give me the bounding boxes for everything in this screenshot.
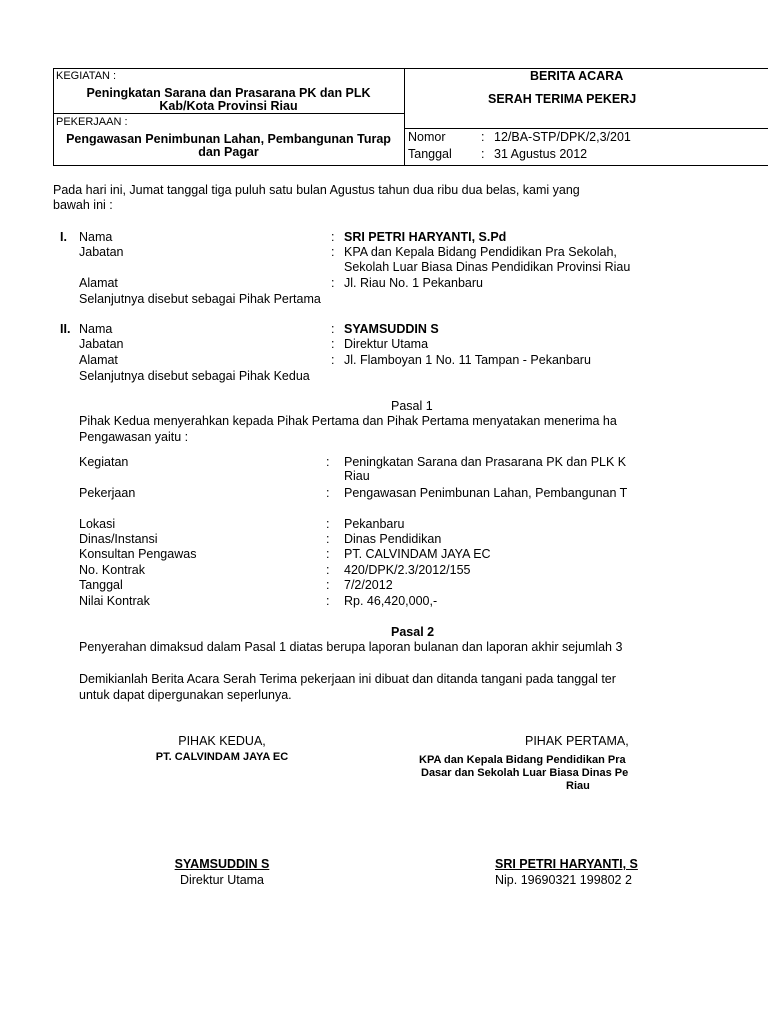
closing-line2: untuk dapat dipergunakan seperlunya.	[79, 688, 292, 702]
pasal1-text-line1: Pihak Kedua menyerahkan kepada Pihak Pertama dan Pihak Pertama menyatakan menerima ha	[79, 414, 617, 428]
pasal1-text-line2: Pengawasan yaitu :	[79, 430, 189, 444]
detail-kegiatan-value: Peningkatan Sarana dan Prasarana PK dan PLK K	[344, 455, 627, 469]
intro-line2: bawah ini :	[53, 198, 113, 212]
detail-dinas-value: Dinas Pendidikan	[344, 532, 442, 546]
detail-tanggal-colon: :	[326, 578, 330, 592]
detail-konsultan-value: PT. CALVINDAM JAYA EC	[344, 547, 491, 561]
pasal1-title: Pasal 1	[391, 399, 433, 413]
document-title-line1: BERITA ACARA	[530, 69, 624, 83]
pekerjaan-value-line1: Pengawasan Penimbunan Lahan, Pembangunan Turap	[66, 132, 391, 146]
sign-right-org-line1: KPA dan Kepala Bidang Pendidikan Pra	[419, 754, 626, 766]
detail-nilai-value: Rp. 46,420,000,-	[344, 594, 438, 608]
sign-left-org: PT. CALVINDAM JAYA EC	[155, 751, 289, 763]
party1-jabatan-value-line2: Sekolah Luar Biasa Dinas Pendidikan Provinsi Riau	[344, 260, 631, 274]
party2-nama-colon: :	[331, 322, 335, 336]
header-divider-vertical	[404, 68, 405, 166]
party2-alamat-label: Alamat	[79, 353, 118, 367]
party1-jabatan-label: Jabatan	[79, 245, 124, 259]
detail-kontrak-value: 420/DPK/2.3/2012/155	[344, 563, 471, 577]
detail-pekerjaan-value: Pengawasan Penimbunan Lahan, Pembangunan T	[344, 486, 628, 500]
sign-right-name: SRI PETRI HARYANTI, S	[495, 857, 638, 871]
header-divider-right	[404, 128, 768, 129]
detail-kegiatan-colon: :	[326, 455, 330, 469]
nomor-label: Nomor	[408, 130, 446, 144]
detail-dinas-label: Dinas/Instansi	[79, 532, 158, 546]
detail-konsultan-colon: :	[326, 547, 330, 561]
party1-nama-colon: :	[331, 230, 335, 244]
nomor-colon: :	[481, 130, 485, 144]
party2-jabatan-label: Jabatan	[79, 337, 124, 351]
party2-alamat-value: Jl. Flamboyan 1 No. 11 Tampan - Pekanbaru	[344, 353, 591, 367]
detail-tanggal-label: Tanggal	[79, 578, 123, 592]
party1-nama-label: Nama	[79, 230, 113, 244]
pasal2-text: Penyerahan dimaksud dalam Pasal 1 diatas berupa laporan bulanan dan laporan akhir sejumlah 3	[79, 640, 623, 654]
detail-konsultan-label: Konsultan Pengawas	[79, 547, 197, 561]
intro-line1: Pada hari ini, Jumat tanggal tiga puluh satu bulan Agustus tahun dua ribu dua belas, kami yang	[53, 183, 580, 197]
detail-tanggal-value: 7/2/2012	[344, 578, 393, 592]
detail-kontrak-label: No. Kontrak	[79, 563, 146, 577]
detail-lokasi-value: Pekanbaru	[344, 517, 405, 531]
party2-alamat-colon: :	[331, 353, 335, 367]
document-title-line2: SERAH TERIMA PEKERJ	[488, 92, 637, 106]
detail-lokasi-label: Lokasi	[79, 517, 116, 531]
sign-right-nip: Nip. 19690321 199802 2	[495, 873, 632, 887]
party2-jabatan-value: Direktur Utama	[344, 337, 429, 351]
sign-left-position: Direktur Utama	[179, 873, 265, 887]
detail-dinas-colon: :	[326, 532, 330, 546]
party2-numeral: II.	[60, 322, 71, 336]
closing-line1: Demikianlah Berita Acara Serah Terima pekerjaan ini dibuat dan ditanda tangani pada tanggal ter	[79, 672, 616, 686]
party1-nama-value: SRI PETRI HARYANTI, S.Pd	[344, 230, 507, 244]
party1-alamat-colon: :	[331, 276, 335, 290]
tanggal-value: 31 Agustus 2012	[494, 147, 588, 161]
party1-jabatan-value-line1: KPA dan Kepala Bidang Pendidikan Pra Sekolah,	[344, 245, 617, 259]
party2-note: Selanjutnya disebut sebagai Pihak Kedua	[79, 369, 310, 383]
pekerjaan-value-line2: dan Pagar	[198, 145, 259, 159]
party1-alamat-label: Alamat	[79, 276, 118, 290]
party1-numeral: I.	[60, 230, 67, 244]
party1-note: Selanjutnya disebut sebagai Pihak Pertama	[79, 292, 321, 306]
detail-kegiatan-value2: Riau	[344, 469, 370, 483]
kegiatan-value-line1: Peningkatan Sarana dan Prasarana PK dan PLK	[86, 86, 371, 100]
detail-kontrak-colon: :	[326, 563, 330, 577]
sign-right-org-line2: Dasar dan Sekolah Luar Biasa Dinas Pe	[421, 767, 629, 779]
detail-nilai-label: Nilai Kontrak	[79, 594, 150, 608]
party1-jabatan-colon: :	[331, 245, 335, 259]
kegiatan-label: KEGIATAN :	[56, 70, 117, 82]
pekerjaan-label: PEKERJAAN :	[56, 116, 128, 128]
detail-pekerjaan-label: Pekerjaan	[79, 486, 136, 500]
party2-nama-value: SYAMSUDDIN S	[344, 322, 439, 336]
detail-nilai-colon: :	[326, 594, 330, 608]
detail-pekerjaan-colon: :	[326, 486, 330, 500]
party1-alamat-value: Jl. Riau No. 1 Pekanbaru	[344, 276, 483, 290]
detail-kegiatan-label: Kegiatan	[79, 455, 129, 469]
tanggal-colon: :	[481, 147, 485, 161]
detail-lokasi-colon: :	[326, 517, 330, 531]
sign-right-title: PIHAK PERTAMA,	[525, 734, 629, 748]
kegiatan-value-line2: Kab/Kota Provinsi Riau	[159, 99, 298, 113]
party2-jabatan-colon: :	[331, 337, 335, 351]
sign-left-name: SYAMSUDDIN S	[174, 857, 270, 871]
nomor-value: 12/BA-STP/DPK/2,3/201	[494, 130, 631, 144]
sign-right-org-line3: Riau	[566, 780, 590, 792]
party2-nama-label: Nama	[79, 322, 113, 336]
tanggal-label: Tanggal	[408, 147, 452, 161]
sign-left-title: PIHAK KEDUA,	[178, 734, 266, 748]
pasal2-title: Pasal 2	[391, 625, 435, 639]
